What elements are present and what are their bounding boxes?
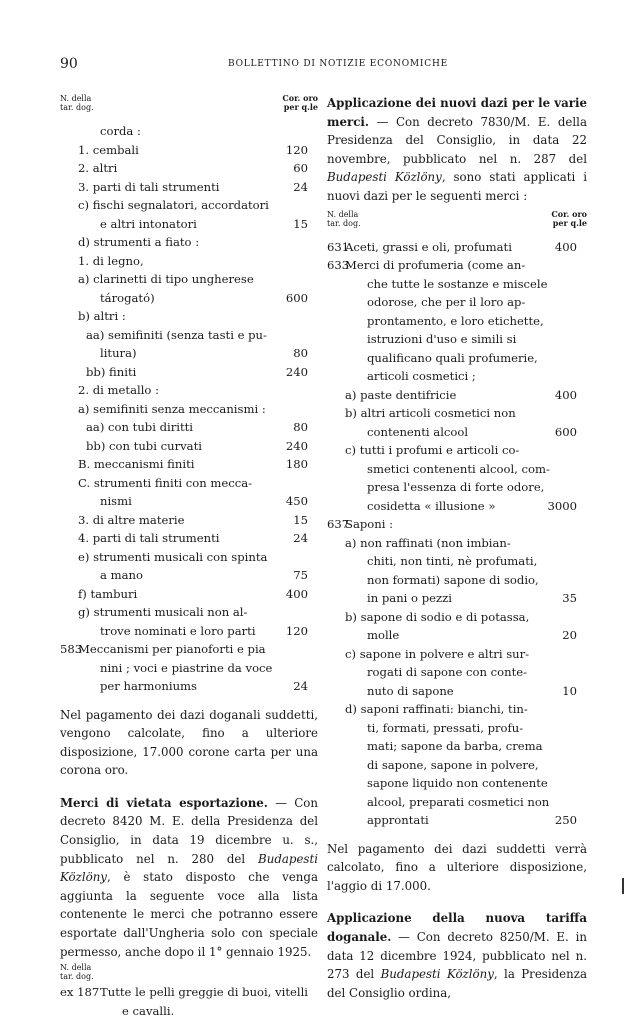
tariff-item: articoli cosmetici ; <box>367 369 476 384</box>
duty-value: 3000 <box>547 498 577 513</box>
page-header <box>0 56 632 76</box>
tariff-row <box>60 585 318 604</box>
tariff-row <box>60 141 318 160</box>
tariff-item: mati; sapone da barba, crema <box>367 739 543 754</box>
tariff-item: smetici contenenti alcool, com- <box>367 461 550 476</box>
tariff-row <box>327 460 587 479</box>
tariff-row <box>60 437 318 456</box>
tariff-item: c) tutti i profumi e articoli co- <box>345 443 520 458</box>
tariff-row <box>60 566 318 585</box>
tariff-item: in pani o pezzi <box>367 591 452 606</box>
duty-value: 240 <box>285 438 308 453</box>
section-text: — Con decreto 8250/M. E. in data 12 dicembre 1924, pubblicato nel n. 273 del <box>327 929 587 982</box>
duty-value: 240 <box>285 364 308 379</box>
tariff-item: c) fischi segnalatori, accordatori <box>78 198 269 212</box>
margin-mark <box>622 878 624 894</box>
tariff-column-header <box>60 963 318 983</box>
tariff-item: tárogató) <box>100 290 155 305</box>
exchange-note: Nel pagamento dei dazi suddetti verrà calcolato, fino a ulteriore disposizione, l'aggio di 17.000. <box>327 841 587 893</box>
tariff-item: istruzioni d'uso e simili si <box>367 332 517 347</box>
tariff-row <box>60 677 318 696</box>
tariff-row <box>60 640 318 659</box>
tariff-item: cosidetta « illusione » <box>367 498 496 513</box>
tariff-item: 3. parti di tali strumenti <box>78 179 220 194</box>
tariff-row <box>60 1002 318 1020</box>
section-text: — Con decreto 7830/M. E. della Presidenza del Consiglio, in data 22 novembre, pubblicato nel n. 287 del <box>327 114 587 166</box>
tariff-row <box>60 122 318 141</box>
tariff-item: nini ; voci e piastrine da voce <box>100 660 273 675</box>
tariff-item: aa) semifiniti (senza tasti e pu- <box>86 327 267 342</box>
tariff-row <box>60 196 318 215</box>
new-duties-section <box>327 94 587 206</box>
tariff-row <box>60 511 318 530</box>
tariff-row <box>60 548 318 567</box>
tariff-row <box>327 238 587 257</box>
tariff-column-header <box>327 210 587 238</box>
tariff-item: nismi <box>100 494 132 508</box>
tariff-row <box>327 811 587 830</box>
tariff-item: trove nominati e loro parti <box>100 623 256 638</box>
tariff-row <box>60 215 318 234</box>
tariff-row <box>327 423 587 442</box>
tariff-row <box>60 622 318 641</box>
tariff-row <box>327 700 587 719</box>
duty-value: 60 <box>293 161 308 175</box>
tariff-row <box>327 349 587 368</box>
tariff-item: d) strumenti a fiato : <box>78 235 200 249</box>
tariff-row <box>60 983 318 1002</box>
duty-value: 20 <box>562 628 577 643</box>
header-label: Cor. oro <box>282 93 318 103</box>
section-text: , è stato disposto che venga aggiunta la seguente voce alla lista contenente le merci che potranno essere esportate dall'Ungheria solo con speciale permesso, anche dopo il 1° gennaio 1925. <box>60 870 318 959</box>
tariff-row <box>60 418 318 437</box>
tariff-item: a) clarinetti di tipo ungherese <box>78 272 254 286</box>
section-title: Applicazione della nuova tariffa doganale. <box>327 911 587 944</box>
right-column <box>327 94 587 1002</box>
section-text: — Con decreto 8420 M. E. della Presidenza del Consiglio, in data 19 dicembre u. s., pubblicato nel n. 280 del <box>60 795 318 866</box>
tariff-row <box>327 793 587 812</box>
tariff-row <box>60 363 318 382</box>
tariff-item: 2. altri <box>78 161 118 175</box>
exchange-note: Nel pagamento dei dazi doganali suddetti, vengono calcolate, fino a ulteriore disposizione, 17.000 corone carta per una corona oro. <box>60 707 318 778</box>
tariff-item: a) semifiniti senza meccanismi : <box>78 401 266 416</box>
duty-value: 600 <box>285 290 308 305</box>
tariff-item: aa) con tubi diritti <box>86 420 194 434</box>
tariff-row <box>60 603 318 622</box>
duty-value: 80 <box>293 420 308 434</box>
tariff-number: 637 <box>327 517 350 532</box>
duty-value: 400 <box>554 387 577 402</box>
tariff-item: g) strumenti musicali non al- <box>78 605 248 619</box>
tariff-row <box>327 367 587 386</box>
tariff-row <box>327 719 587 738</box>
duty-value: 24 <box>293 179 308 194</box>
tariff-item: e) strumenti musicali con spinta <box>78 549 268 564</box>
tariff-row <box>327 386 587 405</box>
tariff-item: sapone liquido non contenente <box>367 776 548 791</box>
tariff-row <box>60 233 318 252</box>
tariff-item: 3. di altre materie <box>78 512 185 527</box>
tariff-item: litura) <box>100 346 137 360</box>
duty-value: 180 <box>285 457 308 471</box>
tariff-row <box>327 275 587 294</box>
tariff-item: contenenti alcool <box>367 424 469 439</box>
header-label: N. della <box>60 94 92 103</box>
tariff-number: 633 <box>327 258 350 273</box>
publication-name: Budapesti Közlöny <box>327 170 442 185</box>
tariff-row <box>60 400 318 419</box>
section-title: Merci di vietata esportazione. <box>60 795 268 810</box>
tariff-row <box>327 256 587 275</box>
tariff-row <box>327 737 587 756</box>
duty-value: 24 <box>293 531 308 545</box>
tariff-item: 2. di metallo : <box>78 383 159 397</box>
tariff-item: presa l'essenza di forte odore, <box>367 480 545 495</box>
tariff-row <box>327 404 587 423</box>
tariff-row <box>60 659 318 678</box>
tariff-item: f) tamburi <box>78 586 138 601</box>
tariff-row <box>60 252 318 271</box>
header-label: N. della <box>327 209 359 219</box>
duty-value: 600 <box>554 424 577 439</box>
publication-name: Budapesti Közlöny <box>380 967 494 982</box>
tariff-item: 4. parti di tali strumenti <box>78 531 220 545</box>
tariff-item: prontamento, e loro etichette, <box>367 313 544 328</box>
duty-value: 75 <box>293 568 308 582</box>
header-label: tar. dog. <box>60 103 94 112</box>
tariff-row <box>60 289 318 308</box>
export-ban-table <box>60 983 318 1020</box>
section-text: , sono stati applicati i nuovi dazi per le seguenti merci : <box>327 170 587 203</box>
header-label: per q.le <box>552 217 587 228</box>
tariff-item: e altri intonatori <box>100 216 197 231</box>
export-ban-section <box>60 794 318 961</box>
tariff-item: C. strumenti finiti con mecca- <box>78 475 253 490</box>
tariff-item: bb) finiti <box>86 364 137 379</box>
tariff-item: 1. di legno, <box>78 253 144 268</box>
tariff-row <box>327 330 587 349</box>
tariff-row <box>60 178 318 197</box>
tariff-row <box>327 645 587 664</box>
tariff-item: approntati <box>367 813 429 828</box>
tariff-row <box>327 589 587 608</box>
header-label: tar. dog. <box>60 972 94 982</box>
tariff-row <box>60 270 318 289</box>
duty-value: 120 <box>285 142 308 157</box>
tariff-item: qualificano quali profumerie, <box>367 350 538 365</box>
duty-value: 15 <box>293 216 308 231</box>
new-tariff-section <box>327 909 587 1002</box>
tariff-item: alcool, preparati cosmetici non <box>367 794 550 809</box>
tariff-row <box>327 552 587 571</box>
tariff-row <box>327 534 587 553</box>
tariff-row <box>327 608 587 627</box>
tariff-row <box>60 307 318 326</box>
tariff-row <box>327 756 587 775</box>
tariff-item: nuto di sapone <box>367 683 454 698</box>
tariff-item: Meccanismi per pianoforti e pia <box>78 642 266 656</box>
tariff-row <box>327 478 587 497</box>
duty-value: 400 <box>554 239 577 254</box>
section-title: Applicazione dei nuovi dazi per le varie merci. <box>327 96 587 129</box>
tariff-item: a mano <box>100 568 143 582</box>
tariff-item: b) sapone di sodio e di potassa, <box>345 609 530 624</box>
tariff-row <box>327 497 587 516</box>
tariff-item: rogati di sapone con conte- <box>367 665 528 680</box>
duty-value: 80 <box>293 346 308 360</box>
tariff-table-right <box>327 238 587 830</box>
tariff-number: ex 187 <box>60 985 100 1000</box>
tariff-row <box>60 529 318 548</box>
tariff-item: b) altri articoli cosmetici non <box>345 406 516 421</box>
publication-name: Budapesti Közlöny <box>60 851 318 885</box>
duty-value: 15 <box>293 512 308 527</box>
tariff-number: 631 <box>327 239 350 254</box>
tariff-row <box>60 492 318 511</box>
duty-value: 24 <box>293 679 308 693</box>
tariff-row <box>60 474 318 493</box>
section-text: , la Presidenza del Consiglio ordina, <box>327 967 588 1000</box>
tariff-item: c) sapone in polvere e altri sur- <box>345 646 530 661</box>
tariff-row <box>60 159 318 178</box>
tariff-item: Merci di profumeria (come an- <box>345 258 526 273</box>
tariff-item: ti, formati, pressati, profu- <box>367 720 524 735</box>
tariff-number: 583 <box>60 642 83 656</box>
page-number: 90 <box>60 56 78 72</box>
tariff-row <box>327 626 587 645</box>
tariff-row <box>327 571 587 590</box>
tariff-item: a) paste dentifricie <box>345 387 457 402</box>
duty-value: 250 <box>554 813 577 828</box>
tariff-item: per harmoniums <box>100 679 197 693</box>
tariff-item: B. meccanismi finiti <box>78 457 195 471</box>
tariff-row <box>60 326 318 345</box>
tariff-row <box>327 515 587 534</box>
tariff-row <box>327 682 587 701</box>
tariff-row <box>327 293 587 312</box>
tariff-item: Aceti, grassi e oli, profumati <box>345 239 512 254</box>
tariff-row <box>60 455 318 474</box>
running-title: BOLLETTINO DI NOTIZIE ECONOMICHE <box>228 59 448 69</box>
tariff-item: odorose, che per il loro ap- <box>367 295 526 310</box>
left-column <box>60 94 318 1020</box>
tariff-row <box>327 774 587 793</box>
tariff-item: d) saponi raffinati: bianchi, tin- <box>345 702 528 717</box>
tariff-item: che tutte le sostanze e miscele <box>367 276 548 291</box>
duty-value: 400 <box>285 586 308 601</box>
tariff-row <box>327 312 587 331</box>
tariff-item: a) non raffinati (non imbian- <box>345 535 511 550</box>
tariff-item: b) altri : <box>78 309 126 323</box>
tariff-item: e cavalli. <box>122 1003 175 1018</box>
header-label: Cor. oro <box>551 208 587 219</box>
duty-value: 450 <box>285 494 308 508</box>
tariff-item: Tutte le pelli greggie di buoi, vitelli <box>100 985 308 1000</box>
tariff-item: bb) con tubi curvati <box>86 438 202 453</box>
tariff-item: Saponi : <box>345 517 394 532</box>
tariff-item: corda : <box>100 124 141 138</box>
duty-value: 10 <box>562 683 577 698</box>
tariff-item: non formati) sapone di sodio, <box>367 572 539 587</box>
header-label: per q.le <box>283 102 318 112</box>
tariff-row <box>60 344 318 363</box>
tariff-item: molle <box>367 628 400 643</box>
tariff-item: chiti, non tinti, nè profumati, <box>367 554 538 569</box>
tariff-item: di sapone, sapone in polvere, <box>367 757 539 772</box>
tariff-row <box>327 441 587 460</box>
duty-value: 35 <box>562 591 577 606</box>
tariff-row <box>60 381 318 400</box>
header-label: N. della <box>60 963 92 973</box>
tariff-row <box>327 663 587 682</box>
header-label: tar. dog. <box>327 218 361 228</box>
tariff-item: 1. cembali <box>78 142 139 157</box>
duty-value: 120 <box>285 623 308 638</box>
tariff-column-header <box>60 94 318 122</box>
tariff-table-left <box>60 122 318 696</box>
